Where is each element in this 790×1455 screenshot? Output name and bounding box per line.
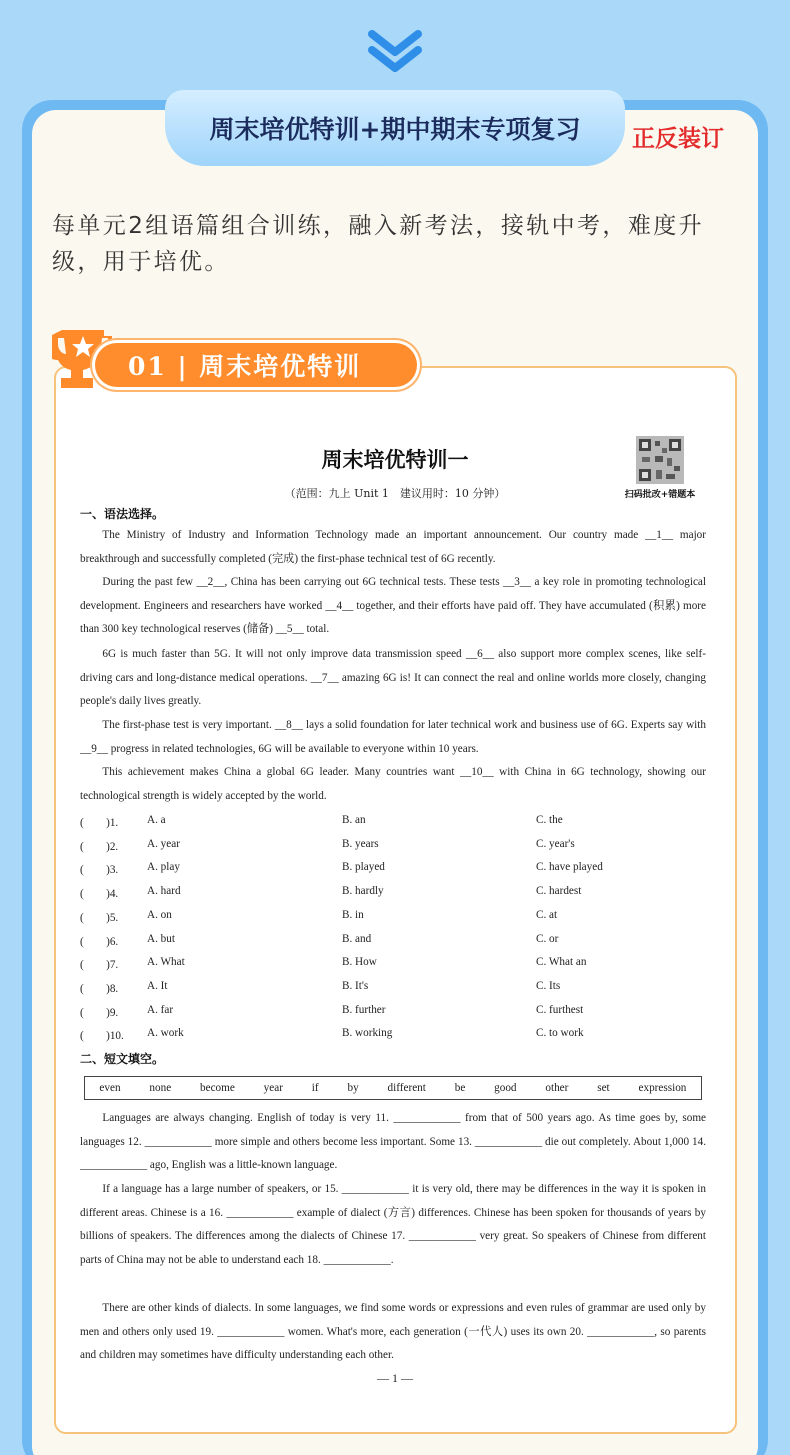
option-b: B. played [342, 861, 385, 874]
option-row [80, 814, 706, 834]
option-a: A. What [147, 956, 185, 969]
part2-heading: 二、短文填空。 [80, 1052, 165, 1066]
doc-title: 周末培优特训一 [321, 448, 469, 472]
word-bank-item: year [263, 1082, 283, 1094]
word-bank-item: even [99, 1082, 121, 1094]
word-bank-item: expression [638, 1082, 687, 1094]
option-number: ( )1. [80, 817, 119, 829]
part1-paragraph: This achievement makes China a global 6G leader. Many countries want __10__ with China in 6G technology, showing our technological strength is widely accepted by the world. [80, 766, 706, 802]
part1-paragraph: During the past few __2__, China has been carrying out 6G technical tests. These tests __3__ a key role in promoting technological development. Engineers and researchers have worked __4__ together, and their efforts have paid off. They have accumulated (积累) more than 300 key technological reserves (储备) __5__ total. [80, 576, 706, 636]
word-bank-item: set [597, 1082, 610, 1094]
option-b: B. working [342, 1027, 393, 1040]
option-a: A. It [147, 979, 168, 992]
part1-paragraph: The first-phase test is very important. __8__ lays a solid foundation for later technical work and business use of 6G. Experts say with __9__ progress in related technologies, 6G will be available to everyone within 10 years. [80, 719, 706, 755]
option-c: C. the [536, 814, 563, 826]
option-b: B. in [342, 908, 364, 921]
word-bank-item: if [311, 1082, 319, 1094]
option-row [80, 838, 706, 858]
option-c: C. hardest [536, 885, 582, 898]
header-title: 周末培优特训+期中期末专项复习 [165, 90, 625, 166]
option-c: C. have played [536, 861, 603, 874]
option-c: C. or [536, 932, 559, 945]
part1-heading: 一、语法选择。 [80, 507, 165, 521]
option-c: C. to work [536, 1027, 584, 1040]
option-number: ( )8. [80, 982, 119, 995]
word-bank [84, 1076, 702, 1100]
word-bank-item: other [545, 1082, 569, 1094]
option-number: ( )10. [80, 1030, 124, 1043]
option-number: ( )3. [80, 864, 119, 877]
description-text: 每单元2组语篇组合训练，融入新考法，接轨中考，难度升级，用于培优。 [52, 213, 705, 275]
word-bank-item: by [347, 1082, 359, 1094]
option-a: A. year [147, 837, 180, 850]
word-bank-item: none [149, 1082, 172, 1094]
part1-paragraph: The Ministry of Industry and Information Technology made an important announcement. Our country made __1__ major breakthrough and successfully completed (完成) the first-phase technical test of 6G recently. [80, 529, 706, 565]
option-number: ( )2. [80, 840, 119, 853]
option-a: A. but [147, 932, 175, 945]
option-a: A. hard [147, 885, 181, 898]
option-a: A. play [147, 861, 180, 874]
option-c: C. What an [536, 956, 587, 969]
double-chevron-down-icon [366, 30, 424, 74]
section-banner: 01 | 周末培优特训 [92, 340, 420, 390]
word-bank-item: be [454, 1082, 466, 1094]
option-number: ( )7. [80, 959, 119, 972]
option-number: ( )5. [80, 911, 119, 924]
part1-paragraph: 6G is much faster than 5G. It will not only improve data transmission speed __6__ also support more complex scenes, like self-driving cars and long-distance medical operations. __7__ amazing 6G is! It can connect the real and online worlds more closely, changing people's daily lives greatly. [80, 648, 706, 708]
qr-code-icon[interactable] [636, 436, 684, 484]
option-row [80, 1004, 706, 1024]
word-bank-item: good [494, 1082, 517, 1094]
binding-tag: 正反装订 [632, 126, 724, 152]
option-c: C. furthest [536, 1003, 584, 1016]
option-b: B. It's [342, 979, 369, 992]
option-a: A. a [147, 814, 166, 826]
option-b: B. How [342, 956, 377, 969]
option-row [80, 885, 706, 905]
option-a: A. work [147, 1027, 184, 1040]
option-b: B. years [342, 837, 379, 850]
option-row [80, 861, 706, 881]
option-row [80, 909, 706, 929]
option-number: ( )4. [80, 888, 119, 901]
option-number: ( )6. [80, 935, 119, 948]
option-row [80, 980, 706, 1000]
option-c: C. Its [536, 979, 561, 992]
option-row [80, 1027, 706, 1047]
part2-paragraph: There are other kinds of dialects. In some languages, we find some words or expressions and even rules of grammar are used only by men and others only used 19. ____________ women. What's more, each generation (一代人) uses its own 20. ____________, so parents and children may sometimes have difficulty understanding each other. [80, 1302, 706, 1362]
option-c: C. year's [536, 837, 575, 850]
option-a: A. on [147, 908, 172, 921]
part2-paragraph: Languages are always changing. English of today is very 11. ____________ from that of 500 years ago. As time goes by, some languages 12. ____________ more simple and others become less important. Some 13. ____________ die out completely. About 1,000 14. ____________ ago, English was a little-known language. [80, 1112, 706, 1172]
option-a: A. far [147, 1003, 174, 1016]
option-c: C. at [536, 908, 558, 921]
option-number: ( )9. [80, 1006, 119, 1019]
page-number: — 1 — [377, 1371, 413, 1385]
option-row [80, 956, 706, 976]
word-bank-item: become [200, 1082, 235, 1094]
option-b: B. further [342, 1003, 386, 1016]
word-bank-item: different [387, 1082, 426, 1094]
qr-label: 扫码批改+错题本 [624, 490, 696, 500]
doc-scope: （范围：九上 Unit 1 建议用时：10 分钟） [284, 487, 506, 500]
option-b: B. and [342, 932, 372, 945]
option-b: B. an [342, 814, 366, 826]
option-b: B. hardly [342, 885, 384, 898]
part2-paragraph: If a language has a large number of speakers, or 15. ____________ it is very old, there may be differences in the way it is spoken in different areas. Chinese is a 16. ____________ example of dialect (方言) differences. Chinese has been spoken for thousands of years by billions of speakers. The differences among the dialects of Chinese 17. ____________ very great. So speakers of Chinese from different parts of China may not be able to understand each 18. ____________. [80, 1183, 706, 1267]
option-row [80, 933, 706, 953]
